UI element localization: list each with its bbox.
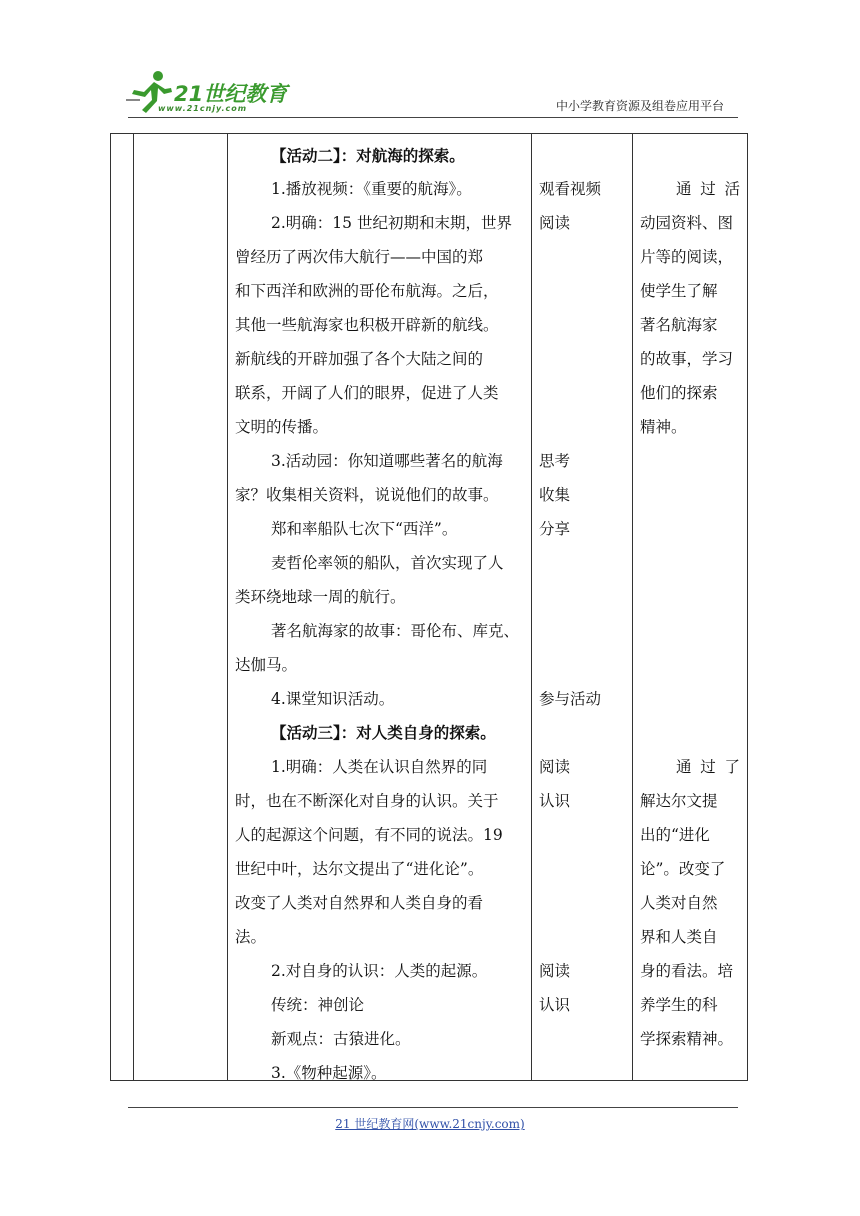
content-line: 其他一些航海家也积极开辟新的航线。 xyxy=(235,316,499,334)
logo-text-label: 21世纪教育 xyxy=(174,82,288,106)
activity-heading: 【活动二】：对航海的探索。 xyxy=(271,146,465,165)
content-line: 2.对自身的认识：人类的起源。 xyxy=(271,962,488,980)
intent-line: 动园资料、图 xyxy=(640,214,734,232)
intent-line: 著名航海家 xyxy=(640,316,718,334)
content-line: 类环绕地球一周的航行。 xyxy=(235,588,406,606)
content-line: 新航线的开辟加强了各个大陆之间的 xyxy=(235,350,484,368)
column-divider xyxy=(632,134,633,1080)
content-line: 人的起源这个问题，有不同的说法。19 xyxy=(235,826,503,844)
intent-line: 人类对自然 xyxy=(640,894,718,912)
student-activity: 观看视频 xyxy=(539,180,602,198)
intent-line: 解达尔文提 xyxy=(640,792,718,810)
column-divider xyxy=(133,134,134,1080)
content-line: 曾经历了两次伟大航行——中国的郑 xyxy=(235,248,484,266)
content-line: 世纪中叶，达尔文提出了“进化论”。 xyxy=(235,860,484,878)
content-line: 1.播放视频：《重要的航海》。 xyxy=(271,180,472,198)
student-activity: 分享 xyxy=(539,520,571,538)
student-activity: 认识 xyxy=(539,792,571,810)
student-activity: 阅读 xyxy=(539,758,571,776)
intent-line: 学探索精神。 xyxy=(640,1030,734,1048)
content-line: 时，也在不断深化对自身的认识。关于 xyxy=(235,792,499,810)
intent-line: 界和人类自 xyxy=(640,928,718,946)
student-activity: 认识 xyxy=(539,996,571,1014)
content-line: 和下西洋和欧洲的哥伦布航海。之后， xyxy=(235,282,499,300)
intent-line: 养学生的科 xyxy=(640,996,718,1014)
content-line: 改变了人类对自然界和人类自身的看 xyxy=(235,894,484,912)
content-line: 2.明确：15 世纪初期和末期，世界 xyxy=(271,214,512,232)
column-divider xyxy=(531,134,532,1080)
content-line: 4.课堂知识活动。 xyxy=(271,690,395,708)
intent-line: 片等的阅读， xyxy=(640,248,734,266)
student-activity: 阅读 xyxy=(539,962,571,980)
content-line: 联系，开阔了人们的眼界，促进了人类 xyxy=(235,384,499,402)
content-line: 著名航海家的故事：哥伦布、库克、 xyxy=(271,622,520,640)
content-line: 达伽马。 xyxy=(235,656,298,674)
activity-heading: 【活动三】：对人类自身的探索。 xyxy=(271,723,496,742)
content-line: 3.《物种起源》。 xyxy=(271,1064,387,1082)
intent-line: 使学生了解 xyxy=(640,282,718,300)
intent-line: 的故事，学习 xyxy=(640,350,734,368)
content-line: 家？收集相关资料，说说他们的故事。 xyxy=(235,486,499,504)
header-platform-text: 中小学教育资源及组卷应用平台 xyxy=(555,99,724,113)
logo xyxy=(124,70,294,120)
intent-line: 通 过 了 xyxy=(676,758,740,776)
intent-line: 通 过 活 xyxy=(676,180,740,198)
student-activity: 参与活动 xyxy=(539,690,602,708)
intent-line: 他们的探索 xyxy=(640,384,718,402)
content-line: 1.明确：人类在认识自然界的同 xyxy=(271,758,488,776)
header-divider xyxy=(128,117,738,118)
content-line: 法。 xyxy=(235,928,267,946)
intent-line: 论”。改变了 xyxy=(640,860,726,878)
student-activity: 思考 xyxy=(539,452,571,470)
content-line: 文明的传播。 xyxy=(235,418,329,436)
content-line: 麦哲伦率领的船队，首次实现了人 xyxy=(271,554,504,572)
content-line: 传统：神创论 xyxy=(271,996,365,1014)
footer-link[interactable]: 21 世纪教育网(www.21cnjy.com) xyxy=(335,1117,525,1131)
column-divider xyxy=(227,134,228,1080)
student-activity: 收集 xyxy=(539,486,571,504)
logo-url: www.21cnjy.com xyxy=(158,104,248,113)
intent-line: 身的看法。培 xyxy=(640,962,734,980)
intent-line: 精神。 xyxy=(640,418,687,436)
page-header xyxy=(0,0,860,122)
footer-divider xyxy=(128,1107,738,1108)
content-line: 郑和率船队七次下“西洋”。 xyxy=(271,520,458,538)
content-line: 3.活动园：你知道哪些著名的航海 xyxy=(271,452,503,470)
intent-line: 出的“进化 xyxy=(640,826,710,844)
lesson-table xyxy=(110,133,748,1081)
student-activity: 阅读 xyxy=(539,214,571,232)
content-line: 新观点：古猿进化。 xyxy=(271,1030,411,1048)
